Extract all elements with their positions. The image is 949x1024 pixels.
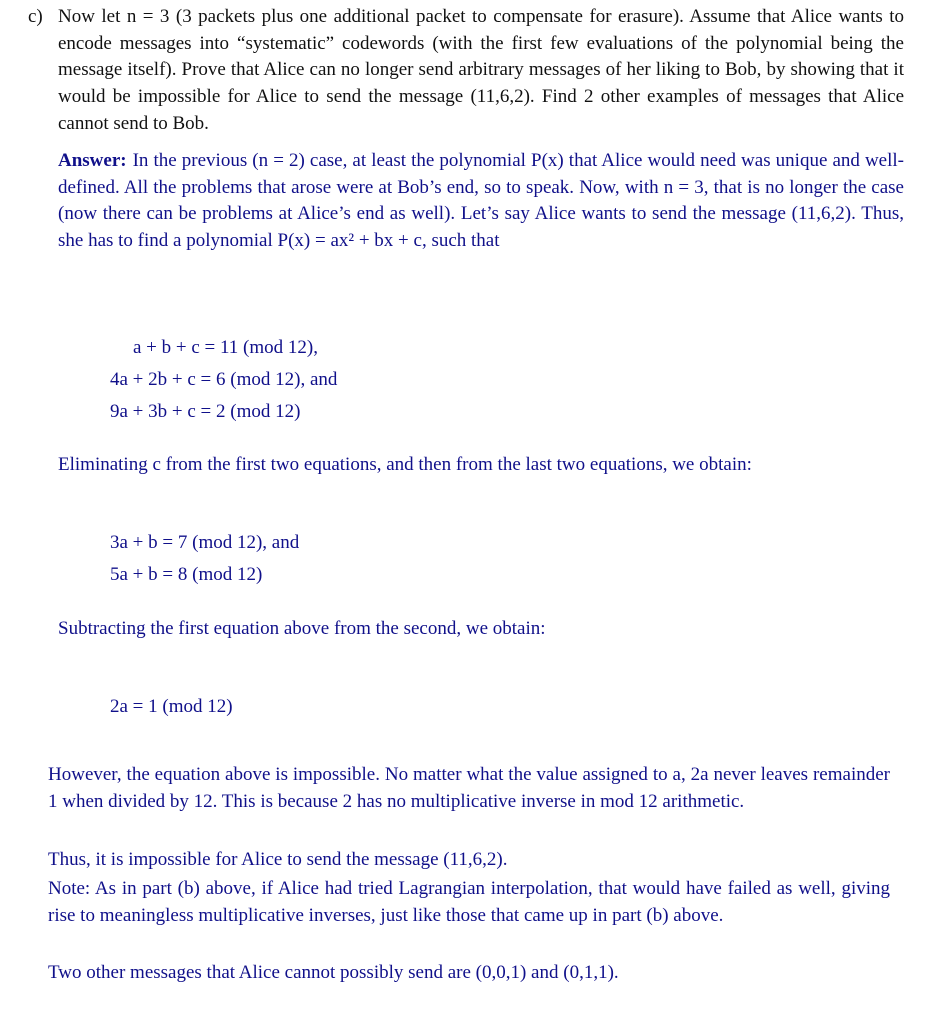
question-text: Now let n = 3 (3 packets plus one additional packet to compensate for erasure). Assume that Alice wants to encode messages into “systematic” codewords (with the first few evaluations of the polynomial being the message itself). Prove that Alice can no longer send arbitrary messages of her liking to Bob, by showing that it would be impossible for Alice to send the message (11,6,2). Find 2 other examples of messages that Alice cannot send to Bob. (58, 6, 904, 134)
two-other-messages-line: Two other messages that Alice cannot possibly send are (0,0,1) and (0,1,1). (48, 962, 619, 983)
equation-5: 5a + b = 8 (mod 12) (110, 564, 263, 585)
equation-1: a + b + c = 11 (mod 12), (133, 337, 318, 358)
equation-4: 3a + b = 7 (mod 12), and (110, 532, 300, 553)
equation-3: 9a + 3b + c = 2 (mod 12) (110, 401, 301, 422)
answer-label: Answer: (58, 150, 127, 171)
equation-2: 4a + 2b + c = 6 (mod 12), and (110, 369, 338, 390)
however-paragraph: However, the equation above is impossible. No matter what the value assigned to a, 2a never leaves remainder 1 when divided by 12. This is because 2 has no multiplicative inverse in mod 12 arithmetic. (48, 764, 890, 812)
question-c (28, 4, 904, 134)
eliminate-paragraph: Eliminating c from the first two equations, and then from the last two equations, we obtain: (58, 454, 752, 475)
note-paragraph: Note: As in part (b) above, if Alice had tried Lagrangian interpolation, that would have failed as well, giving rise to meaningless multiplicative inverses, just like those that came up in part (b) above. (48, 878, 890, 926)
subtract-paragraph: Subtracting the first equation above from the second, we obtain: (58, 618, 546, 639)
question-label: c) (28, 6, 43, 27)
answer-text: In the previous (n = 2) case, at least the polynomial P(x) that Alice would need was unique and well-defined. All the problems that arose were at Bob’s end, so to speak. Now, with n = 3, that is no longer the case (now there can be problems at Alice’s end as well). Let’s say Alice wants to send the message (11,6,2). Thus, she has to find a polynomial P(x) = ax² + bx + c, such that (58, 150, 904, 252)
thus-line: Thus, it is impossible for Alice to send the message (11,6,2). (48, 849, 508, 870)
result-equation: 2a = 1 (mod 12) (110, 696, 233, 717)
answer-paragraph (58, 148, 904, 255)
